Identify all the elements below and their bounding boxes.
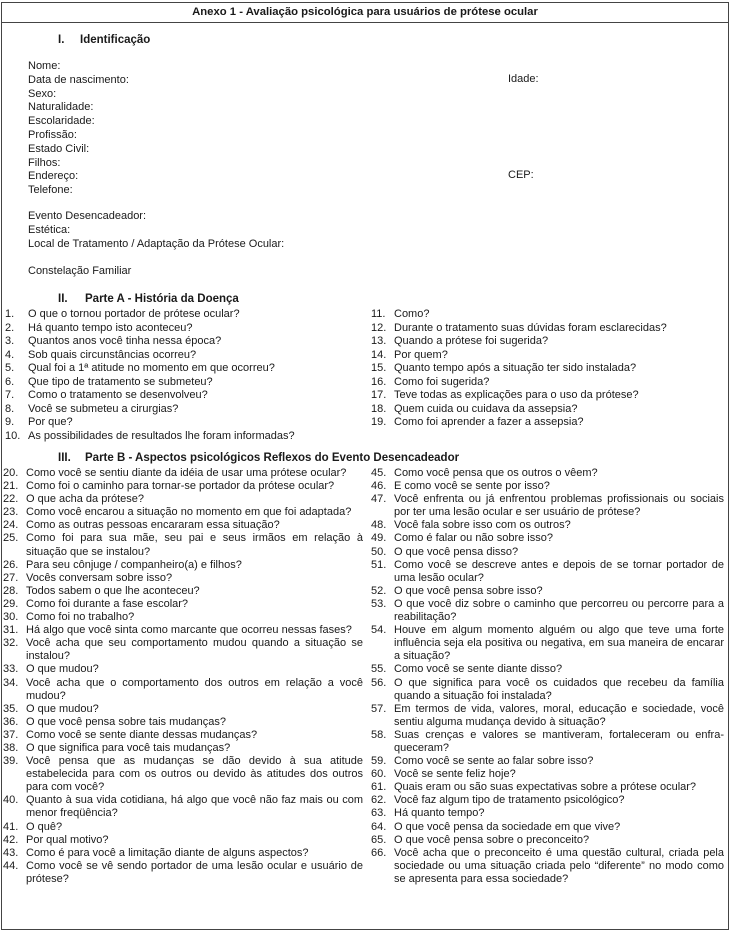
parte-b-questions-right xyxy=(371,467,724,886)
question-text: Como o tratamento se desenvolveu? xyxy=(28,389,208,401)
question-number: 26. xyxy=(3,558,19,571)
question-item xyxy=(3,860,363,886)
question-number: 49. xyxy=(371,532,387,545)
question-item xyxy=(5,335,360,349)
question-number: 13. xyxy=(371,335,387,347)
question-item xyxy=(371,834,724,847)
question-number: 14. xyxy=(371,348,387,361)
question-text: O que significa para você tais mudanças? xyxy=(26,741,231,754)
question-item xyxy=(371,781,724,794)
question-number: 1. xyxy=(5,308,15,320)
question-text: O que você pensa disso? xyxy=(394,545,519,558)
question-number: 11. xyxy=(371,308,386,320)
question-number: 53. xyxy=(371,597,387,610)
question-item xyxy=(3,519,363,532)
question-item xyxy=(5,376,360,390)
question-text: Há quanto tempo isto aconteceu? xyxy=(28,321,193,334)
question-text: Como você se sentiu diante da idéia de usar uma prótese ocular? xyxy=(26,467,347,479)
field-escolaridade: Escolaridade: xyxy=(28,115,95,128)
question-text: Como você se sente diante dessas mudanças? xyxy=(26,728,258,741)
question-text: Como foi o caminho para tornar-se portador da prótese ocular? xyxy=(26,480,335,493)
question-number: 47. xyxy=(371,493,387,506)
question-number: 21. xyxy=(3,480,19,493)
question-number: 45. xyxy=(371,467,387,479)
question-number: 40. xyxy=(3,794,19,807)
question-text: Quais eram ou são suas expectativas sobre a prótese ocular? xyxy=(394,781,697,794)
question-item xyxy=(371,416,723,430)
question-text: O que você pensa sobre o preconceito? xyxy=(394,833,590,846)
question-number: 22. xyxy=(3,493,19,506)
section-numeral: II. xyxy=(58,293,68,305)
question-item xyxy=(371,362,723,376)
question-number: 3. xyxy=(5,335,15,347)
field-sexo: Sexo: xyxy=(28,87,57,100)
question-item xyxy=(371,755,724,768)
question-number: 15. xyxy=(371,362,387,374)
question-number: 42. xyxy=(3,833,19,846)
question-item xyxy=(3,742,363,755)
question-item xyxy=(5,403,360,417)
section-parte-a-heading xyxy=(58,292,239,306)
question-item xyxy=(371,519,724,532)
question-item xyxy=(371,403,723,417)
question-text: Quem cuida ou cuidava da assepsia? xyxy=(394,402,578,415)
question-number: 10. xyxy=(5,429,21,442)
question-text: Por quem? xyxy=(394,348,448,361)
question-number: 39. xyxy=(3,755,19,768)
question-text: Você pensa que as mudanças se dão devido à sua atitude estabelecida para com os outros ou devido às atitudes dos outros para com você? xyxy=(26,755,363,794)
question-text: O que você pensa sobre isso? xyxy=(394,584,543,597)
question-number: 2. xyxy=(5,321,15,334)
question-text: Quantos anos você tinha nessa época? xyxy=(28,335,222,347)
question-text: Como as outras pessoas encararam essa situação? xyxy=(26,519,280,532)
section-identificacao-heading xyxy=(58,33,150,47)
question-text: O que acha da prótese? xyxy=(26,493,145,506)
section-numeral: I. xyxy=(58,34,65,46)
question-item xyxy=(3,480,363,493)
question-number: 63. xyxy=(371,807,387,820)
question-item xyxy=(371,546,724,559)
question-number: 55. xyxy=(371,663,387,676)
question-item xyxy=(3,847,363,860)
question-text: Por que? xyxy=(28,416,73,428)
question-text: Como é para você a limitação diante de alguns aspectos? xyxy=(26,846,309,859)
question-item xyxy=(3,506,363,519)
question-text: O que mudou? xyxy=(26,663,99,676)
question-number: 50. xyxy=(371,545,387,558)
question-text: Há algo que você sinta como marcante que ocorreu nessas fases? xyxy=(26,624,352,637)
question-item xyxy=(3,663,363,676)
question-number: 29. xyxy=(3,597,19,610)
field-naturalidade: Naturalidade: xyxy=(28,101,94,114)
question-number: 6. xyxy=(5,375,15,388)
question-number: 62. xyxy=(371,794,387,807)
question-text: Como você se vê sendo portador de uma lesão ocular e usuário de prótese? xyxy=(26,859,363,885)
section-parte-b-heading xyxy=(58,451,459,465)
question-number: 35. xyxy=(3,702,19,715)
question-item xyxy=(371,308,723,322)
question-number: 37. xyxy=(3,728,19,741)
question-item xyxy=(5,430,360,444)
question-item xyxy=(3,703,363,716)
question-item xyxy=(371,376,723,390)
question-text: O que o tornou portador de prótese ocular? xyxy=(28,308,240,320)
question-number: 66. xyxy=(371,846,387,859)
question-item xyxy=(371,532,724,545)
question-number: 20. xyxy=(3,467,19,479)
field-telefone: Telefone: xyxy=(28,184,73,197)
question-number: 56. xyxy=(371,676,387,689)
question-text: Como você pensa que os outros o vêem? xyxy=(394,467,598,479)
question-text: Qual foi a 1ª atitude no momento em que ocorreu? xyxy=(28,362,275,374)
constelacao-familiar xyxy=(28,265,131,279)
field-local-tratamento: Local de Tratamento / Adaptação da Prótese Ocular: xyxy=(28,237,285,250)
question-text: O que você diz sobre o caminho que percorreu ou percorre para a reabilitação? xyxy=(394,597,724,624)
question-item xyxy=(3,624,363,637)
question-number: 31. xyxy=(3,624,19,637)
question-text: Para seu cônjuge / companheiro(a) e filhos? xyxy=(26,558,242,571)
field-idade: Idade: xyxy=(508,73,539,85)
question-number: 12. xyxy=(371,321,387,334)
question-text: Você acha que o preconceito é uma questão cultural, criada pela sociedade ou uma situação criada pelo “diferente” no modo como se apresenta para essa sociedade? xyxy=(394,846,724,885)
field-nome: Nome: xyxy=(28,60,61,72)
question-text: Quando a prótese foi sugerida? xyxy=(394,335,549,347)
question-item xyxy=(3,834,363,847)
question-number: 61. xyxy=(371,781,387,794)
question-text: Como você se descreve antes e depois de se tornar portador de uma lesão ocular? xyxy=(394,558,724,584)
section-numeral: III. xyxy=(58,452,71,464)
question-text: Suas crenças e valores se mantiveram, fortaleceram ou enfra-queceram? xyxy=(394,728,724,754)
question-number: 41. xyxy=(3,820,19,833)
document-title: Anexo 1 - Avaliação psicológica para usuários de prótese ocular xyxy=(1,2,729,23)
question-text: Como você se sente ao falar sobre isso? xyxy=(394,755,594,768)
question-text: Você enfrenta ou já enfrentou problemas profissionais ou sociais por ter uma lesão ocular e ser usuário de prótese? xyxy=(394,493,724,519)
section-title: Parte A - História da Doença xyxy=(85,293,239,305)
question-text: Todos sabem o que lhe aconteceu? xyxy=(26,584,200,597)
question-number: 5. xyxy=(5,362,15,374)
question-item xyxy=(5,308,360,322)
field-estado-civil: Estado Civil: xyxy=(28,142,90,155)
question-item xyxy=(3,598,363,611)
question-number: 17. xyxy=(371,389,387,401)
section-title: Identificação xyxy=(80,34,151,46)
question-text: Durante o tratamento suas dúvidas foram esclarecidas? xyxy=(394,321,667,334)
question-item xyxy=(3,532,363,558)
question-text: Como foi no trabalho? xyxy=(26,611,135,624)
section-title: Parte B - Aspectos psicológicos Reflexos do Evento Desencadeador xyxy=(85,452,460,464)
question-item xyxy=(371,677,724,703)
question-item xyxy=(3,729,363,742)
question-number: 57. xyxy=(371,702,387,715)
field-data-nascimento: Data de nascimento: xyxy=(28,73,129,86)
question-item xyxy=(3,677,363,703)
question-number: 4. xyxy=(5,348,15,361)
question-text: Você faz algum tipo de tratamento psicológico? xyxy=(394,794,625,807)
question-item xyxy=(371,480,724,493)
question-number: 8. xyxy=(5,402,15,415)
question-number: 38. xyxy=(3,741,19,754)
question-text: Quanto tempo após a situação ter sido instalada? xyxy=(394,362,637,374)
identification-fields xyxy=(28,60,129,198)
question-number: 60. xyxy=(371,768,387,781)
question-item xyxy=(371,663,724,676)
question-number: 7. xyxy=(5,389,15,401)
question-number: 44. xyxy=(3,859,19,872)
question-item xyxy=(5,322,360,336)
field-estetica: Estética: xyxy=(28,223,71,236)
question-number: 51. xyxy=(371,558,387,571)
question-text: Você se sente feliz hoje? xyxy=(394,768,516,781)
question-item xyxy=(371,335,723,349)
question-item xyxy=(3,493,363,506)
question-item xyxy=(3,572,363,585)
question-number: 48. xyxy=(371,519,387,532)
question-text: Teve todas as explicações para o uso da prótese? xyxy=(394,389,639,401)
field-evento-desencadeador: Evento Desencadeador: xyxy=(28,210,147,222)
question-text: Houve em algum momento alguém ou algo que teve uma forte influência seja ela positiva ou negativa, em sua maneira de encarar a situação? xyxy=(394,624,724,663)
question-text: O que significa para você os cuidados que recebeu da família quando a situação foi instalada? xyxy=(394,676,724,702)
question-number: 33. xyxy=(3,663,19,676)
field-filhos: Filhos: xyxy=(28,156,61,169)
question-text: Como você encarou a situação no momento em que foi adaptada? xyxy=(26,506,352,519)
question-text: Você fala sobre isso com os outros? xyxy=(394,519,571,532)
field-cep: CEP: xyxy=(508,169,534,181)
question-item xyxy=(3,611,363,624)
event-fields xyxy=(28,210,284,251)
question-number: 9. xyxy=(5,416,15,428)
question-item xyxy=(371,598,724,624)
question-item xyxy=(371,821,724,834)
field-constelacao-familiar: Constelação Familiar xyxy=(28,265,132,277)
question-item xyxy=(371,768,724,781)
question-number: 43. xyxy=(3,846,19,859)
question-number: 16. xyxy=(371,375,387,388)
question-item xyxy=(3,559,363,572)
question-item xyxy=(371,624,724,663)
question-item xyxy=(371,559,724,585)
question-item xyxy=(5,362,360,376)
question-item xyxy=(5,416,360,430)
question-item xyxy=(3,821,363,834)
question-text: O quê? xyxy=(26,820,63,833)
question-item xyxy=(3,637,363,663)
question-number: 59. xyxy=(371,755,387,768)
question-item xyxy=(5,389,360,403)
field-endereco: Endereço: xyxy=(28,170,79,183)
question-text: Vocês conversam sobre isso? xyxy=(26,571,173,584)
question-item xyxy=(371,703,724,729)
question-item xyxy=(3,716,363,729)
question-text: O que você pensa da sociedade em que vive? xyxy=(394,820,621,833)
question-text: Como você se sente diante disso? xyxy=(394,663,563,676)
question-text: Você acha que seu comportamento mudou quando a situação se instalou? xyxy=(26,637,363,663)
question-item xyxy=(371,349,723,363)
question-item xyxy=(3,467,363,480)
question-text: Há quanto tempo? xyxy=(394,807,485,820)
question-text: O que você pensa sobre tais mudanças? xyxy=(26,715,226,728)
question-text: Você se submeteu a cirurgias? xyxy=(28,402,179,415)
question-text: Como foi durante a fase escolar? xyxy=(26,597,189,610)
question-item xyxy=(371,847,724,886)
question-item xyxy=(371,585,724,598)
question-text: Como foi para sua mãe, seu pai e seus irmãos em relação à situação que se instalou? xyxy=(26,532,363,558)
parte-a-questions-right xyxy=(371,308,723,430)
question-text: Quanto à sua vida cotidiana, há algo que você não faz mais ou com menor freqüência? xyxy=(26,794,363,820)
question-number: 65. xyxy=(371,833,387,846)
question-item xyxy=(371,493,724,519)
question-text: O que mudou? xyxy=(26,702,99,715)
question-number: 58. xyxy=(371,728,387,741)
question-item xyxy=(3,585,363,598)
field-profissao: Profissão: xyxy=(28,128,77,141)
question-number: 28. xyxy=(3,584,19,597)
question-number: 32. xyxy=(3,637,19,650)
question-text: Você acha que o comportamento dos outros em relação a você mudou? xyxy=(26,676,363,702)
question-item xyxy=(371,807,724,820)
question-item xyxy=(371,389,723,403)
question-item xyxy=(371,322,723,336)
question-text: Como foi aprender a fazer a assepsia? xyxy=(394,416,584,428)
question-text: Que tipo de tratamento se submeteu? xyxy=(28,375,213,388)
question-item xyxy=(5,349,360,363)
question-number: 27. xyxy=(3,571,19,584)
parte-b-questions-left xyxy=(3,467,363,886)
question-number: 64. xyxy=(371,820,387,833)
question-number: 54. xyxy=(371,624,387,637)
question-item xyxy=(371,467,724,480)
question-text: Sob quais circunstâncias ocorreu? xyxy=(28,348,197,361)
question-number: 30. xyxy=(3,611,19,624)
question-item xyxy=(3,794,363,820)
question-number: 46. xyxy=(371,480,387,493)
question-text: As possibilidades de resultados lhe foram informadas? xyxy=(28,429,295,442)
question-number: 18. xyxy=(371,402,387,415)
question-item xyxy=(3,755,363,794)
question-text: Como é falar ou não sobre isso? xyxy=(394,532,553,545)
question-number: 36. xyxy=(3,715,19,728)
question-item xyxy=(371,729,724,755)
question-number: 25. xyxy=(3,532,19,545)
question-text: Como? xyxy=(394,308,430,320)
question-text: Em termos de vida, valores, moral, educação e sociedade, você sentiu alguma mudança devido à situação? xyxy=(394,702,724,728)
question-text: Como foi sugerida? xyxy=(394,375,490,388)
question-item xyxy=(371,794,724,807)
question-text: Por qual motivo? xyxy=(26,833,109,846)
question-number: 19. xyxy=(371,416,387,428)
question-text: E como você se sente por isso? xyxy=(394,480,550,493)
question-number: 34. xyxy=(3,676,19,689)
question-number: 23. xyxy=(3,506,19,519)
question-number: 52. xyxy=(371,584,387,597)
question-number: 24. xyxy=(3,519,19,532)
parte-a-questions-left xyxy=(5,308,360,443)
